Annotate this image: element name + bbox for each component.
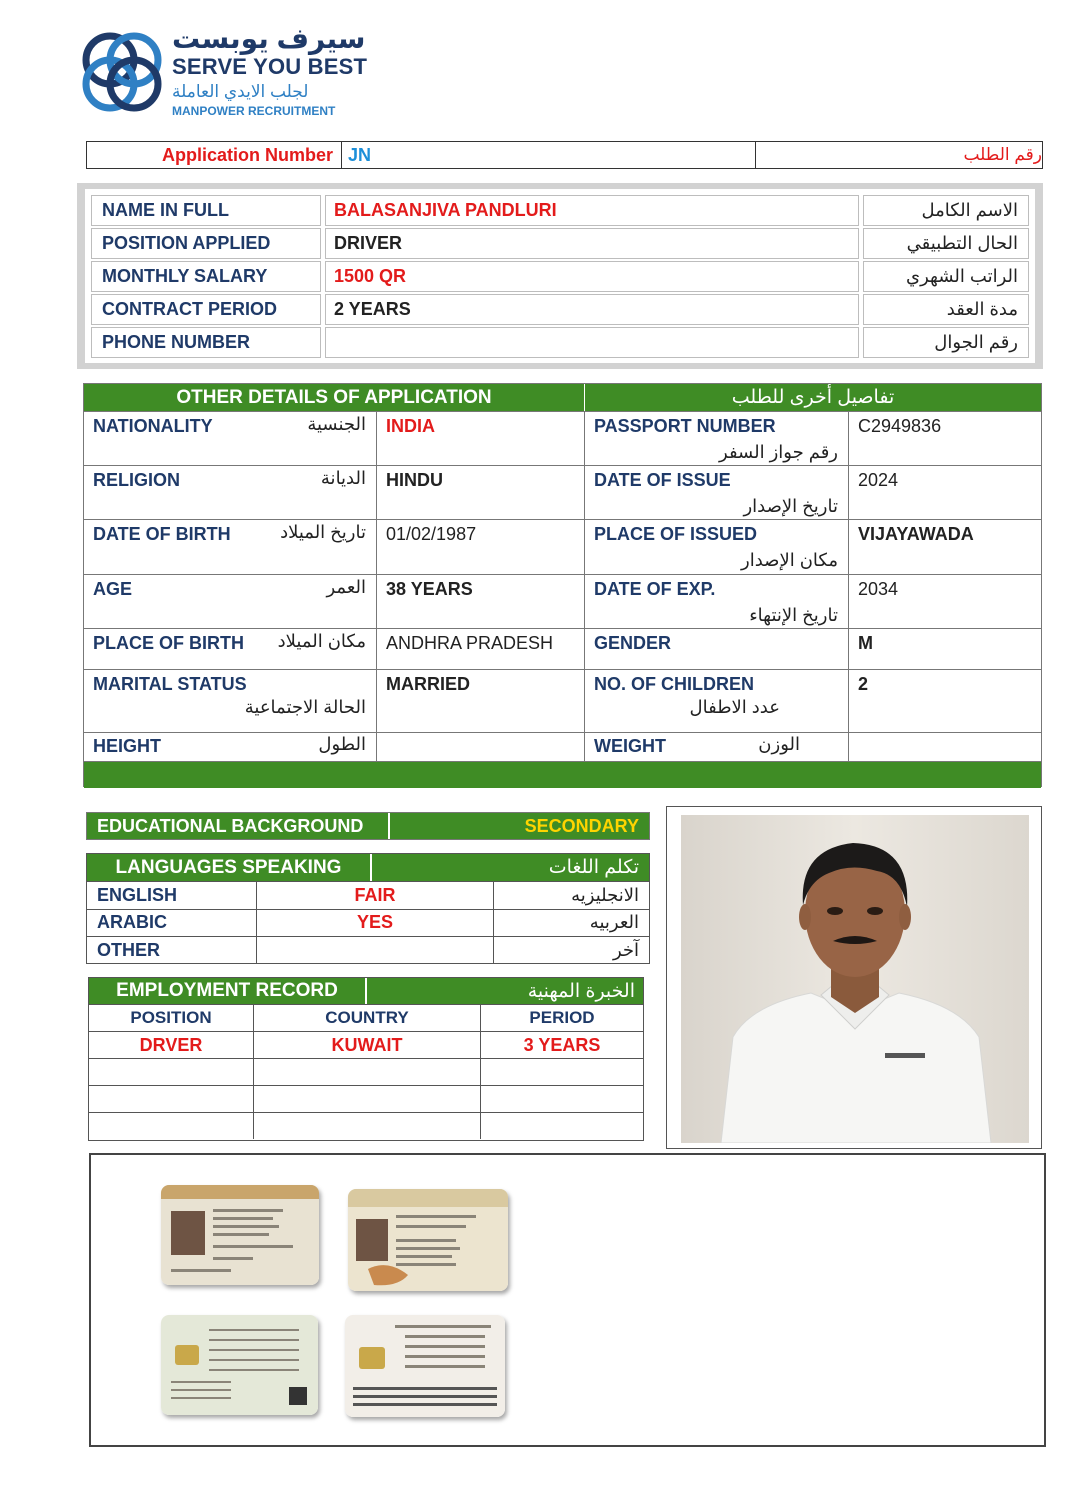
education-row — [86, 812, 650, 840]
children-label-ar: عدد الاطفال — [689, 697, 780, 717]
employment-position — [89, 1059, 254, 1085]
column-header-period: PERIOD — [529, 1008, 595, 1027]
personal-label: CONTRACT PERIOD — [91, 294, 321, 325]
language-level — [257, 937, 494, 964]
personal-row — [89, 194, 1031, 227]
other-details-title: OTHER DETAILS OF APPLICATION — [84, 384, 585, 411]
employment-period — [481, 1086, 643, 1112]
gender-value: M — [858, 633, 873, 653]
personal-label: MONTHLY SALARY — [91, 261, 321, 292]
language-name: ENGLISH — [87, 882, 257, 909]
personal-row — [89, 227, 1031, 260]
children-label: NO. OF CHILDREN — [594, 674, 754, 694]
other-details-title-ar: تفاصيل أخرى للطلب — [731, 387, 895, 408]
driving-license-back-image — [161, 1315, 318, 1415]
table-row — [89, 1085, 643, 1112]
table-row — [84, 519, 1041, 574]
table-row — [84, 628, 1041, 669]
date-of-birth-value: 01/02/1987 — [386, 524, 477, 544]
date-of-expiry-label-ar: تاريخ الإنتهاء — [749, 605, 838, 625]
document-copies-frame — [89, 1153, 1046, 1447]
age-value: 38 YEARS — [386, 579, 473, 599]
table-row — [87, 881, 649, 909]
religion-label-ar: الديانة — [320, 468, 366, 488]
employment-period: 3 YEARS — [523, 1034, 601, 1055]
personal-label: PHONE NUMBER — [91, 327, 321, 358]
column-header-position: POSITION — [89, 1005, 254, 1031]
weight-label-ar: الوزن — [758, 734, 800, 754]
personal-row — [89, 260, 1031, 293]
personal-label-ar: الراتب الشهري — [863, 261, 1029, 292]
table-row — [84, 411, 1041, 465]
children-value: 2 — [858, 674, 869, 694]
language-name: OTHER — [87, 937, 257, 964]
table-row — [84, 669, 1041, 732]
marital-status-label: MARITAL STATUS — [93, 674, 247, 694]
religion-value: HINDU — [386, 470, 443, 490]
table-row — [89, 1058, 643, 1085]
language-level: YES — [257, 910, 494, 937]
applicant-photo-frame — [666, 806, 1042, 1149]
personal-value: DRIVER — [325, 228, 859, 259]
languages-table — [86, 853, 650, 964]
civil-id-back-image — [345, 1315, 505, 1417]
language-level: FAIR — [257, 882, 494, 909]
place-of-issue-label-ar: مكان الإصدار — [741, 550, 838, 570]
date-of-expiry-label: DATE OF EXP. — [594, 579, 716, 599]
date-of-issue-label: DATE OF ISSUE — [594, 470, 731, 490]
other-details-footer-bar — [84, 761, 1041, 788]
age-label: AGE — [93, 579, 133, 599]
employment-position — [89, 1113, 254, 1139]
personal-label-ar: الاسم الكامل — [863, 195, 1029, 226]
table-row — [84, 732, 1041, 761]
personal-value — [325, 327, 859, 358]
passport-number-value: C2949836 — [858, 416, 942, 436]
company-logo — [76, 22, 368, 122]
place-of-birth-value: ANDHRA PRADESH — [386, 633, 554, 653]
applicant-photo — [681, 815, 1029, 1143]
table-row — [89, 1112, 643, 1139]
employment-table — [88, 977, 644, 1141]
employment-position — [89, 1086, 254, 1112]
place-of-issue-label: PLACE OF ISSUED — [594, 524, 758, 544]
education-label: EDUCATIONAL BACKGROUND — [87, 813, 390, 839]
personal-label-ar: الحال التطبيقي — [863, 228, 1029, 259]
table-row — [87, 936, 649, 964]
language-name-ar: الانجليزيه — [571, 884, 639, 905]
column-header-country: COUNTRY — [254, 1005, 481, 1031]
application-number-value: JN — [342, 142, 756, 168]
height-label-ar: الطول — [318, 734, 366, 754]
civil-id-front-image — [348, 1189, 508, 1291]
employment-position: DRVER — [89, 1032, 254, 1058]
language-name-ar: آخر — [612, 939, 639, 960]
place-of-birth-label-ar: مكان الميلاد — [277, 631, 366, 651]
place-of-birth-label: PLACE OF BIRTH — [93, 633, 244, 653]
personal-label: NAME IN FULL — [91, 195, 321, 226]
employment-country — [254, 1086, 481, 1112]
other-details-header — [84, 384, 1041, 411]
logo-english-tagline: MANPOWER RECRUITMENT — [172, 104, 336, 118]
passport-number-label: PASSPORT NUMBER — [594, 416, 776, 436]
marital-status-value: MARRIED — [386, 674, 470, 694]
employment-country — [254, 1059, 481, 1085]
religion-label: RELIGION — [93, 470, 181, 490]
date-of-issue-label-ar: تاريخ الإصدار — [743, 496, 838, 516]
language-name: ARABIC — [87, 910, 257, 937]
table-row — [84, 465, 1041, 519]
nationality-label-ar: الجنسية — [307, 414, 366, 434]
employment-header — [89, 978, 643, 1004]
employment-country: KUWAIT — [254, 1032, 481, 1058]
application-number-label-ar: رقم الطلب — [963, 145, 1042, 164]
personal-label-ar: رقم الجوال — [863, 327, 1029, 358]
application-number-row — [86, 141, 1043, 169]
passport-number-label-ar: رقم جواز السفر — [719, 442, 838, 462]
employment-title-ar: الخبرة المهنية — [527, 980, 635, 1002]
date-of-issue-value: 2024 — [858, 470, 899, 490]
languages-title-ar: تكلم اللغات — [548, 857, 639, 878]
languages-header — [87, 854, 649, 881]
language-name-ar: العربيه — [589, 912, 639, 933]
languages-title: LANGUAGES SPEAKING — [87, 854, 372, 881]
gender-label: GENDER — [594, 633, 672, 653]
personal-row — [89, 326, 1031, 359]
table-row — [89, 1031, 643, 1058]
personal-value: BALASANJIVA PANDLURI — [325, 195, 859, 226]
age-label-ar: العمر — [326, 577, 366, 597]
employment-column-headers — [89, 1004, 643, 1031]
table-row — [84, 574, 1041, 628]
logo-english-name: SERVE YOU BEST — [172, 54, 368, 79]
date-of-expiry-value: 2034 — [858, 579, 899, 599]
marital-status-label-ar: الحالة الاجتماعية — [244, 697, 366, 717]
nationality-label: NATIONALITY — [93, 416, 213, 436]
education-value: SECONDARY — [524, 815, 639, 836]
personal-label: POSITION APPLIED — [91, 228, 321, 259]
employment-country — [254, 1113, 481, 1139]
personal-label-ar: مدة العقد — [863, 294, 1029, 325]
logo-arabic-name: سيرف يوبست — [172, 23, 366, 54]
height-label: HEIGHT — [93, 736, 162, 756]
date-of-birth-label: DATE OF BIRTH — [93, 524, 231, 544]
personal-value: 1500 QR — [325, 261, 859, 292]
logo-arabic-tagline: لجلب الايدي العاملة — [172, 82, 309, 101]
other-details-table — [83, 383, 1042, 787]
table-row — [87, 909, 649, 937]
employment-period — [481, 1113, 643, 1139]
employment-period — [481, 1059, 643, 1085]
employment-title: EMPLOYMENT RECORD — [89, 978, 367, 1004]
personal-value: 2 YEARS — [325, 294, 859, 325]
nationality-value: INDIA — [386, 416, 435, 436]
driving-license-front-image — [161, 1185, 319, 1285]
logo-knot-icon — [76, 26, 168, 118]
weight-label: WEIGHT — [594, 736, 666, 756]
date-of-birth-label-ar: تاريخ الميلاد — [280, 522, 366, 542]
personal-row — [89, 293, 1031, 326]
place-of-issue-value: VIJAYAWADA — [858, 524, 974, 544]
application-number-label: Application Number — [87, 142, 342, 168]
personal-details-block — [77, 183, 1043, 369]
